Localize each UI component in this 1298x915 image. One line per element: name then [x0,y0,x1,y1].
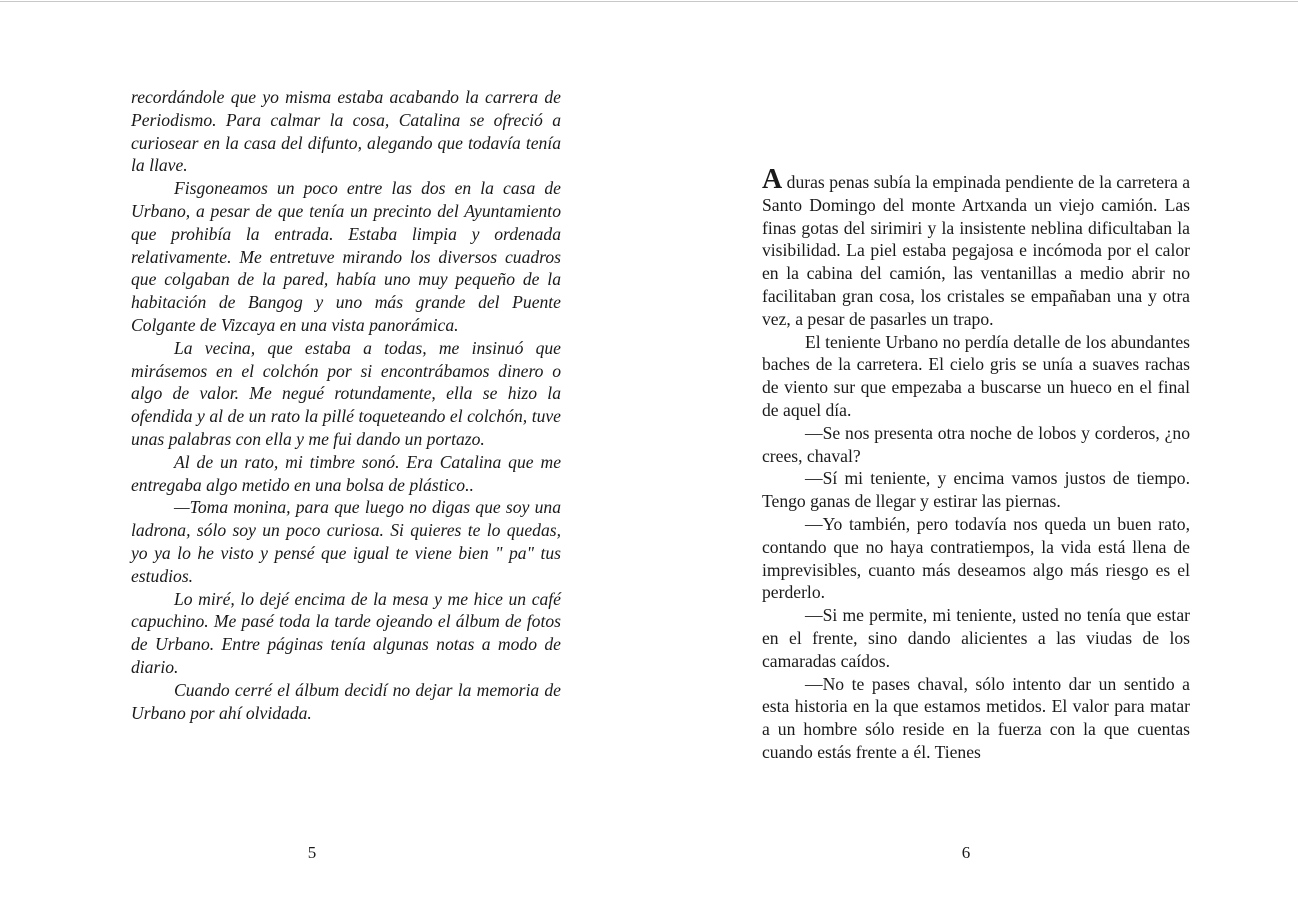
paragraph: Lo miré, lo dejé encima de la mesa y me hice un café capuchino. Me pasé toda la tarde ojeando el álbum de fotos de Urbano. Entre páginas tenía algunas notas a modo de diario. [131,588,561,677]
page-number: 6 [961,843,971,862]
paragraph: —Se nos presenta otra noche de lobos y corderos, ¿no crees, chaval? [762,422,1190,466]
paragraph: recordándole que yo misma estaba acabando la carrera de Periodismo. Para calmar la cosa, Catalina se ofreció a curiosear en la casa del difunto, alegando que todavía tenía la llave. [131,87,561,176]
paragraph: La vecina, que estaba a todas, me insinuó que mirásemos en el colchón por si encontrábamos dinero o algo de valor. Me negué rotundamente, ella se hizo la ofendida y al de un rato la pillé toqueteando el colchón, tuve unas palabras con ella y me fui dando un portazo. [131,337,561,449]
right-page [649,0,1298,915]
paragraph: Cuando cerré el álbum decidí no dejar la memoria de Urbano por ahí olvidada. [131,679,561,723]
paragraph: El teniente Urbano no perdía detalle de los abundantes baches de la carretera. El cielo gris se unía a suaves rachas de viento sur que empezaba a buscarse un hueco en el final de aquel día. [762,331,1190,420]
paragraph: —Yo también, pero todavía nos queda un buen rato, contando que no haya contratiempos, la vida está llena de imprevisibles, cuanto más deseamos algo más riesgo es el perderlo. [762,513,1190,603]
page-number: 5 [307,843,317,862]
opening-paragraph [762,164,1190,331]
paragraph: Al de un rato, mi timbre sonó. Era Catalina que me entregaba algo metido en una bolsa de plástico.. [131,451,561,495]
paragraph: —No te pases chaval, sólo intento dar un sentido a esta historia en la que estamos metidos. El valor para matar a un hombre sólo reside en la fuerza con la que cuentas cuando estás frente a él. Tienes [762,673,1190,762]
paragraph: —Sí mi teniente, y encima vamos justos de tiempo. Tengo ganas de llegar y estirar las piernas. [762,468,1190,512]
paragraph: Fisgoneamos un poco entre las dos en la casa de Urbano, a pesar de que tenía un precinto del Ayuntamiento que prohibía la entrada. Estaba limpia y ordenada relativamente. Me entretuve mirando los diversos cuadros que colgaban de la pared, había uno muy pequeño de la habitación de Bangog y uno más grande del Puente Colgante de Vizcaya en una vista panorámica. [131,178,561,335]
right-page-text [762,164,1190,764]
left-page-text [131,86,561,724]
drop-cap: A [762,164,783,195]
paragraph: —Si me permite, mi teniente, usted no tenía que estar en el frente, sino dando alicientes a las viudas de los camaradas caídos. [762,605,1190,671]
opening-paragraph-text: duras penas subía la empinada pendiente de la carretera a Santo Domingo del monte Artxanda un viejo camión. Las finas gotas del sirimiri y la insistente neblina dificultaban la visibilidad. La piel estaba pegajosa e incómoda por el calor en la cabina del camión, las ventanillas a medio abrir no facilitaban gran cosa, los cristales se empañaban una y otra vez, a pesar de pasarles un trapo. [762,172,1190,329]
paragraph: —Toma monina, para que luego no digas que soy una ladrona, sólo soy un poco curiosa. Si quieres te lo quedas, yo ya lo he visto y pensé que igual te viene bien " pa" tus estudios. [131,497,561,586]
